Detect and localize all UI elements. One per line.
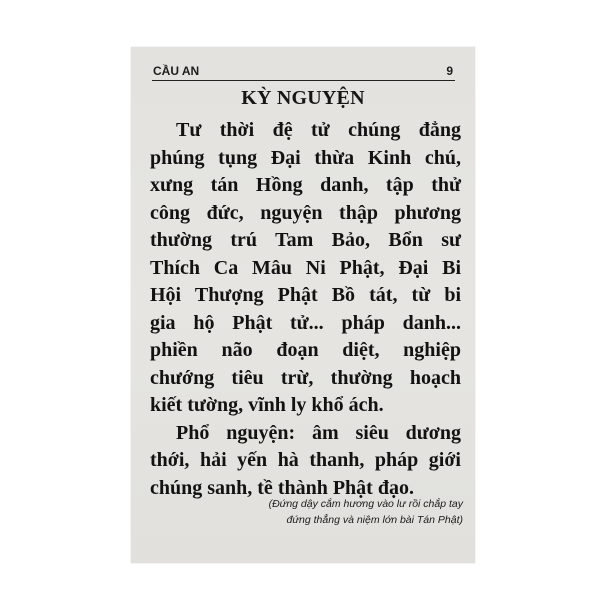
running-header [152, 60, 455, 81]
text-line: phúng tụng Đại thừa Kinh chú, [150, 146, 461, 169]
instruction-note [243, 496, 463, 528]
text-line: chướng tiêu trừ, thường hoạch [150, 366, 461, 389]
text-line: Phổ nguyện: âm siêu dương [176, 421, 461, 444]
instruction-line: đứng thẳng và niệm lớn bài Tán Phật) [286, 514, 463, 526]
section-title: CẦU AN [153, 64, 200, 78]
text-line: chúng sanh, tề thành Phật đạo. [150, 476, 414, 499]
text-line: công đức, nguyện thập phương [150, 201, 461, 224]
text-line: Thích Ca Mâu Ni Phật, Đại Bi [150, 256, 461, 279]
text-line: thới, hải yến hà thanh, pháp giới [150, 449, 461, 471]
book-page [131, 47, 475, 563]
prayer-title: KỲ NGUYỆN [241, 87, 365, 109]
text-line: phiền não đoạn diệt, nghiệp [150, 339, 461, 361]
text-line: gia hộ Phật tử... pháp danh... [150, 311, 461, 334]
text-line: Tư thời đệ tử chúng đẳng [176, 119, 461, 141]
text-line: xưng tán Hồng danh, tập thử [150, 174, 461, 196]
prayer-body [150, 117, 461, 502]
page-number: 9 [446, 64, 453, 78]
text-line: thường trú Tam Bảo, Bổn sư [150, 229, 461, 251]
text-line: kiết tường, vĩnh ly khổ ách. [150, 394, 384, 416]
text-line: Hội Thượng Phật Bồ tát, từ bi [150, 284, 461, 306]
instruction-line: (Đứng dậy cắm hương vào lư rồi chắp tay [268, 498, 463, 510]
